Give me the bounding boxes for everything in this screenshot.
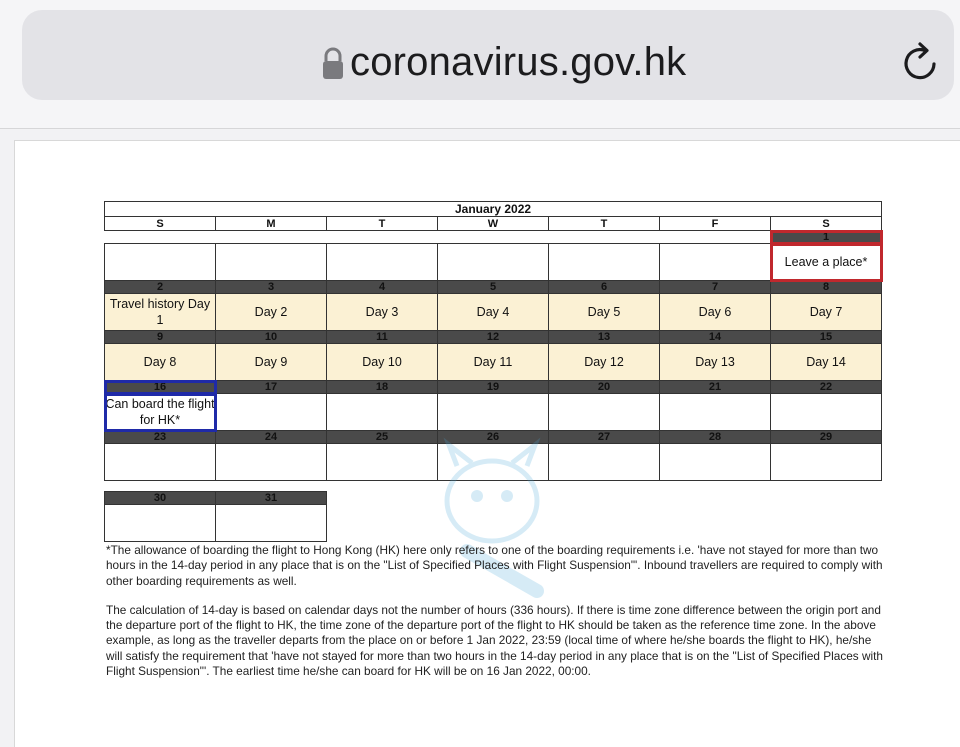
date-number: 9 [105, 331, 216, 344]
date-number: 8 [771, 281, 882, 294]
empty-cell [549, 505, 660, 542]
address-bar[interactable] [22, 10, 954, 100]
date-number: 29 [771, 431, 882, 444]
weekday-label: F [660, 217, 771, 231]
date-number: 18 [327, 381, 438, 394]
day-cell [216, 394, 327, 431]
footnotes [106, 543, 884, 693]
day-cell [549, 244, 660, 281]
empty-cell [771, 492, 882, 505]
day-cell [549, 444, 660, 481]
date-number: 22 [771, 381, 882, 394]
date-number: 31 [216, 492, 327, 505]
empty-cell [771, 505, 882, 542]
day-cell [327, 394, 438, 431]
day-cell: Day 8 [105, 344, 216, 381]
weekday-header-row [105, 217, 882, 231]
day-cell: Day 14 [771, 344, 882, 381]
empty-cell [549, 231, 660, 244]
empty-cell [105, 231, 216, 244]
empty-cell [327, 492, 438, 505]
date-number: 5 [438, 281, 549, 294]
date-number: 7 [660, 281, 771, 294]
day-cell: Day 9 [216, 344, 327, 381]
empty-cell [660, 231, 771, 244]
date-number: 11 [327, 331, 438, 344]
day-cell: Day 10 [327, 344, 438, 381]
date-number: 21 [660, 381, 771, 394]
empty-cell [327, 505, 438, 542]
day-cell [105, 505, 216, 542]
day-cell [216, 244, 327, 281]
day-cell [105, 444, 216, 481]
day-cell [327, 444, 438, 481]
day-cell: Day 4 [438, 294, 549, 331]
lock-icon [322, 46, 344, 80]
day-cell [216, 444, 327, 481]
browser-top-bar [0, 0, 960, 129]
empty-cell [327, 231, 438, 244]
day-cell [438, 244, 549, 281]
travel-history-day-cell: Travel history Day 1 [105, 294, 216, 331]
weekday-label: S [105, 217, 216, 231]
empty-cell [660, 492, 771, 505]
day-cell [549, 394, 660, 431]
date-number: 20 [549, 381, 660, 394]
weekday-label: W [438, 217, 549, 231]
date-number: 17 [216, 381, 327, 394]
date-number-row [105, 381, 882, 394]
day-cell [105, 244, 216, 281]
date-number: 28 [660, 431, 771, 444]
date-number: 26 [438, 431, 549, 444]
date-number: 13 [549, 331, 660, 344]
day-cell: Day 11 [438, 344, 549, 381]
day-cell [771, 394, 882, 431]
weekday-label: M [216, 217, 327, 231]
date-number: 27 [549, 431, 660, 444]
date-number: 12 [438, 331, 549, 344]
date-number: 1 [771, 231, 882, 244]
date-number-row [105, 231, 882, 244]
leave-place-cell: Leave a place* [771, 244, 882, 281]
date-number: 4 [327, 281, 438, 294]
footnote-boarding-allowance: *The allowance of boarding the flight to Hong Kong (HK) here only refers to one of the boarding requirements i.e. 'have not stayed for more than two hours in the 14-day period in any place that is on the "List of Specified Places with Flight Suspension"'. Inbound travellers are required to comply with other boarding requirements as well. [106, 543, 883, 588]
empty-cell [216, 231, 327, 244]
date-number-row [105, 281, 882, 294]
empty-cell [438, 231, 549, 244]
date-number: 6 [549, 281, 660, 294]
date-number: 2 [105, 281, 216, 294]
date-number: 15 [771, 331, 882, 344]
calendar-month-title: January 2022 [105, 202, 882, 217]
weekday-label: T [327, 217, 438, 231]
date-number: 24 [216, 431, 327, 444]
date-number: 14 [660, 331, 771, 344]
day-cell [216, 505, 327, 542]
date-body-row [105, 394, 882, 431]
day-cell: Day 12 [549, 344, 660, 381]
date-number: 25 [327, 431, 438, 444]
day-cell [660, 244, 771, 281]
day-cell [438, 394, 549, 431]
date-number: 3 [216, 281, 327, 294]
weekday-label: S [771, 217, 882, 231]
day-cell [771, 444, 882, 481]
reload-icon[interactable] [898, 40, 944, 86]
date-number: 23 [105, 431, 216, 444]
day-cell [327, 244, 438, 281]
day-cell: Day 2 [216, 294, 327, 331]
day-cell: Day 5 [549, 294, 660, 331]
day-cell: Day 7 [771, 294, 882, 331]
empty-cell [549, 492, 660, 505]
date-number: 16 [105, 381, 216, 394]
date-number: 30 [105, 492, 216, 505]
date-number: 19 [438, 381, 549, 394]
day-cell [660, 394, 771, 431]
date-body-row [105, 294, 882, 331]
date-number-row [105, 331, 882, 344]
day-cell: Day 3 [327, 294, 438, 331]
day-cell: Day 6 [660, 294, 771, 331]
weekday-label: T [549, 217, 660, 231]
date-body-row [105, 244, 882, 281]
day-cell [660, 444, 771, 481]
can-board-cell: Can board the flight for HK* [105, 394, 216, 431]
date-body-row [105, 344, 882, 381]
date-number: 10 [216, 331, 327, 344]
document-page [14, 140, 960, 747]
day-cell: Day 13 [660, 344, 771, 381]
url-text[interactable]: coronavirus.gov.hk [350, 40, 687, 84]
empty-cell [660, 505, 771, 542]
footnote-calculation: The calculation of 14-day is based on calendar days not the number of hours (336 hours). If there is time zone difference between the origin port and the departure port of the flight to HK, the time zone of the departure port of the flight to HK should be taken as the reference time zone. In the above example, as long as the traveller departs from the place on or before 1 Jan 2022, 23:59 (local time of where he/she boards the flight to HK), he/she will satisfy the requirement that 'have not stayed for more than two hours in the 14-day period in any place that is on the "List of Specified Places with Flight Suspension"'. The earliest time he/she can board for HK will be on 16 Jan 2022, 00:00. [106, 602, 883, 679]
